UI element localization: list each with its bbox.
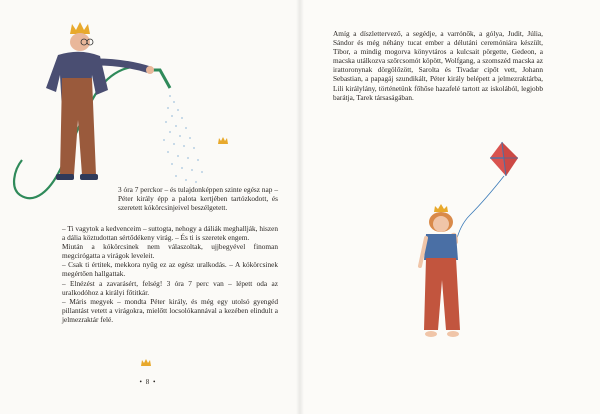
king-figure bbox=[46, 22, 154, 180]
paragraph-4: – Elnézést a zavarásért, felség! 3 óra 7 perc van – lépett oda az uralkodóhoz a királyi főtitkár. bbox=[62, 278, 278, 297]
page-number: • 8 • bbox=[139, 378, 157, 386]
king-watering-illustration bbox=[0, 0, 300, 200]
water-spray bbox=[163, 95, 203, 183]
kite-figure bbox=[490, 142, 518, 176]
intro-paragraph bbox=[118, 185, 278, 212]
king-crown bbox=[70, 22, 90, 34]
left-body-text bbox=[62, 224, 278, 324]
book-gutter bbox=[296, 0, 304, 414]
paragraph-2: Miután a kókörcsinek nem válaszoltak, ujjbegyével finoman megcirógatta a virágok leveleit. bbox=[62, 242, 278, 261]
girl-kite-illustration bbox=[300, 130, 600, 390]
paragraph-1: – Ti vagytok a kedvenceim – suttogta, nehogy a dáliák meghallják, hiszen a dália köztudottan sértődékeny virág. – És ti is szeretek engem. bbox=[62, 224, 278, 243]
kite-string bbox=[456, 176, 504, 242]
paragraph-3: – Csak ti értitek, mekkora nyűg ez az egész uralkodás. – A kókörcsinek megértően hallgattak. bbox=[62, 260, 278, 279]
crown-ornament-icon bbox=[140, 359, 152, 367]
girl-crown bbox=[434, 204, 448, 212]
small-crown-icon bbox=[218, 137, 228, 144]
right-paragraph: Amíg a díszlettervező, a segédje, a varrónők, a gólya, Judit, Júlia, Sándor és még néhány tucat ember a délutáni ceremóniára készült, Tibor, a mindig mogorva könyvtáros a kulcsait pörgette, Gedeon, a macska utálkozva szőrcsomót köpött, Wolfgang, a szomszéd macska az irattoronynak dörgölőzött, Sarolta és Tivadar cipőt vett, Johann Sebastian, a papagáj szundikált, Péter király belépett a jelmezraktárba, Lili királylány, történetünk főhőse hazafelé tartott az iskolából, legjobb barátja, Tarek társaságában. bbox=[333, 29, 543, 102]
intro-text: 3 óra 7 perckor – és tulajdonképpen szinte egész nap – Péter király épp a palota kertjében tartózkodott, és szeretett kókörcsinjeivel beszélgetett. bbox=[118, 185, 278, 213]
paragraph-5: – Máris megyek – mondta Péter király, és még egy utolsó gyengéd pillantást vetett a virágokra, mielőtt locsolókannával a kezében elindult a jelmezraktár felé. bbox=[62, 296, 278, 324]
right-page bbox=[300, 0, 600, 414]
girl-figure bbox=[420, 204, 460, 337]
right-body-text bbox=[333, 29, 543, 102]
